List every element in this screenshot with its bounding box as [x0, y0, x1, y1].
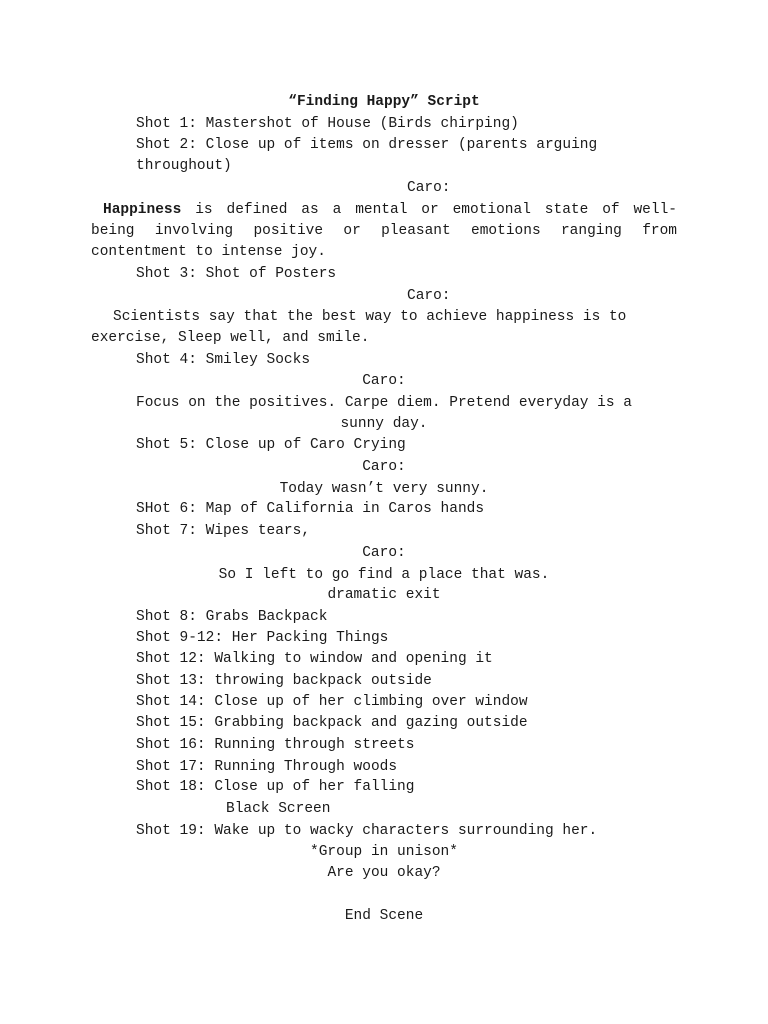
shot-3-line: Shot 3: Shot of Posters: [136, 266, 337, 282]
scientists-line-1: Scientists say that the best way to achieve happiness is to: [113, 309, 627, 325]
caro-speaker-2: Caro:: [407, 288, 451, 304]
focus-line-1: Focus on the positives. Carpe diem. Pretend everyday is a: [136, 395, 632, 411]
shot-17-line: Shot 17: Running Through woods: [136, 759, 398, 775]
shot-2-line: Shot 2: Close up of items on dresser (parents arguing: [136, 137, 598, 153]
shot-14-line: Shot 14: Close up of her climbing over window: [136, 694, 528, 710]
scientists-line-2: exercise, Sleep well, and smile.: [91, 330, 370, 346]
so-i-left-line: So I left to go find a place that was.: [218, 567, 550, 583]
shot-18-line: Shot 18: Close up of her falling: [136, 779, 415, 795]
script-title: “Finding Happy” Script: [288, 94, 480, 110]
caro-speaker-3: Caro:: [362, 373, 406, 389]
dramatic-exit-line: dramatic exit: [327, 587, 441, 603]
caro-speaker-1: Caro:: [407, 180, 451, 196]
focus-line-2: sunny day.: [340, 416, 428, 432]
shot-16-line: Shot 16: Running through streets: [136, 737, 415, 753]
shot-9-12-line: Shot 9-12: Her Packing Things: [136, 630, 389, 646]
happiness-definition: is defined as a mental or emotional state of well-: [195, 202, 677, 218]
shot-7-line: Shot 7: Wipes tears,: [136, 523, 311, 539]
happiness-line-2: being involving positive or pleasant emotions ranging from: [91, 223, 677, 239]
shot-13-line: Shot 13: throwing backpack outside: [136, 673, 432, 689]
shot-5-line: Shot 5: Close up of Caro Crying: [136, 437, 406, 453]
shot-15-line: Shot 15: Grabbing backpack and gazing outside: [136, 715, 528, 731]
caro-speaker-4: Caro:: [362, 459, 406, 475]
happiness-line-3: contentment to intense joy.: [91, 244, 326, 260]
end-scene-line: End Scene: [344, 908, 424, 924]
shot-12-line: Shot 12: Walking to window and opening it: [136, 651, 493, 667]
shot-19-line: Shot 19: Wake up to wacky characters surrounding her.: [136, 823, 598, 839]
shot-2-continued: throughout): [136, 158, 232, 174]
happiness-line-1: [103, 200, 677, 220]
happiness-keyword: Happiness: [103, 202, 182, 218]
shot-8-line: Shot 8: Grabs Backpack: [136, 609, 328, 625]
caro-speaker-5: Caro:: [362, 545, 406, 561]
shot-6-line: SHot 6: Map of California in Caros hands: [136, 501, 485, 517]
group-unison-line: *Group in unison*: [310, 844, 458, 860]
are-you-okay-line: Are you okay?: [327, 865, 441, 881]
today-line: Today wasn’t very sunny.: [279, 481, 489, 497]
black-screen-line: Black Screen: [226, 801, 331, 817]
shot-4-line: Shot 4: Smiley Socks: [136, 352, 311, 368]
shot-1-line: Shot 1: Mastershot of House (Birds chirping): [136, 116, 519, 132]
